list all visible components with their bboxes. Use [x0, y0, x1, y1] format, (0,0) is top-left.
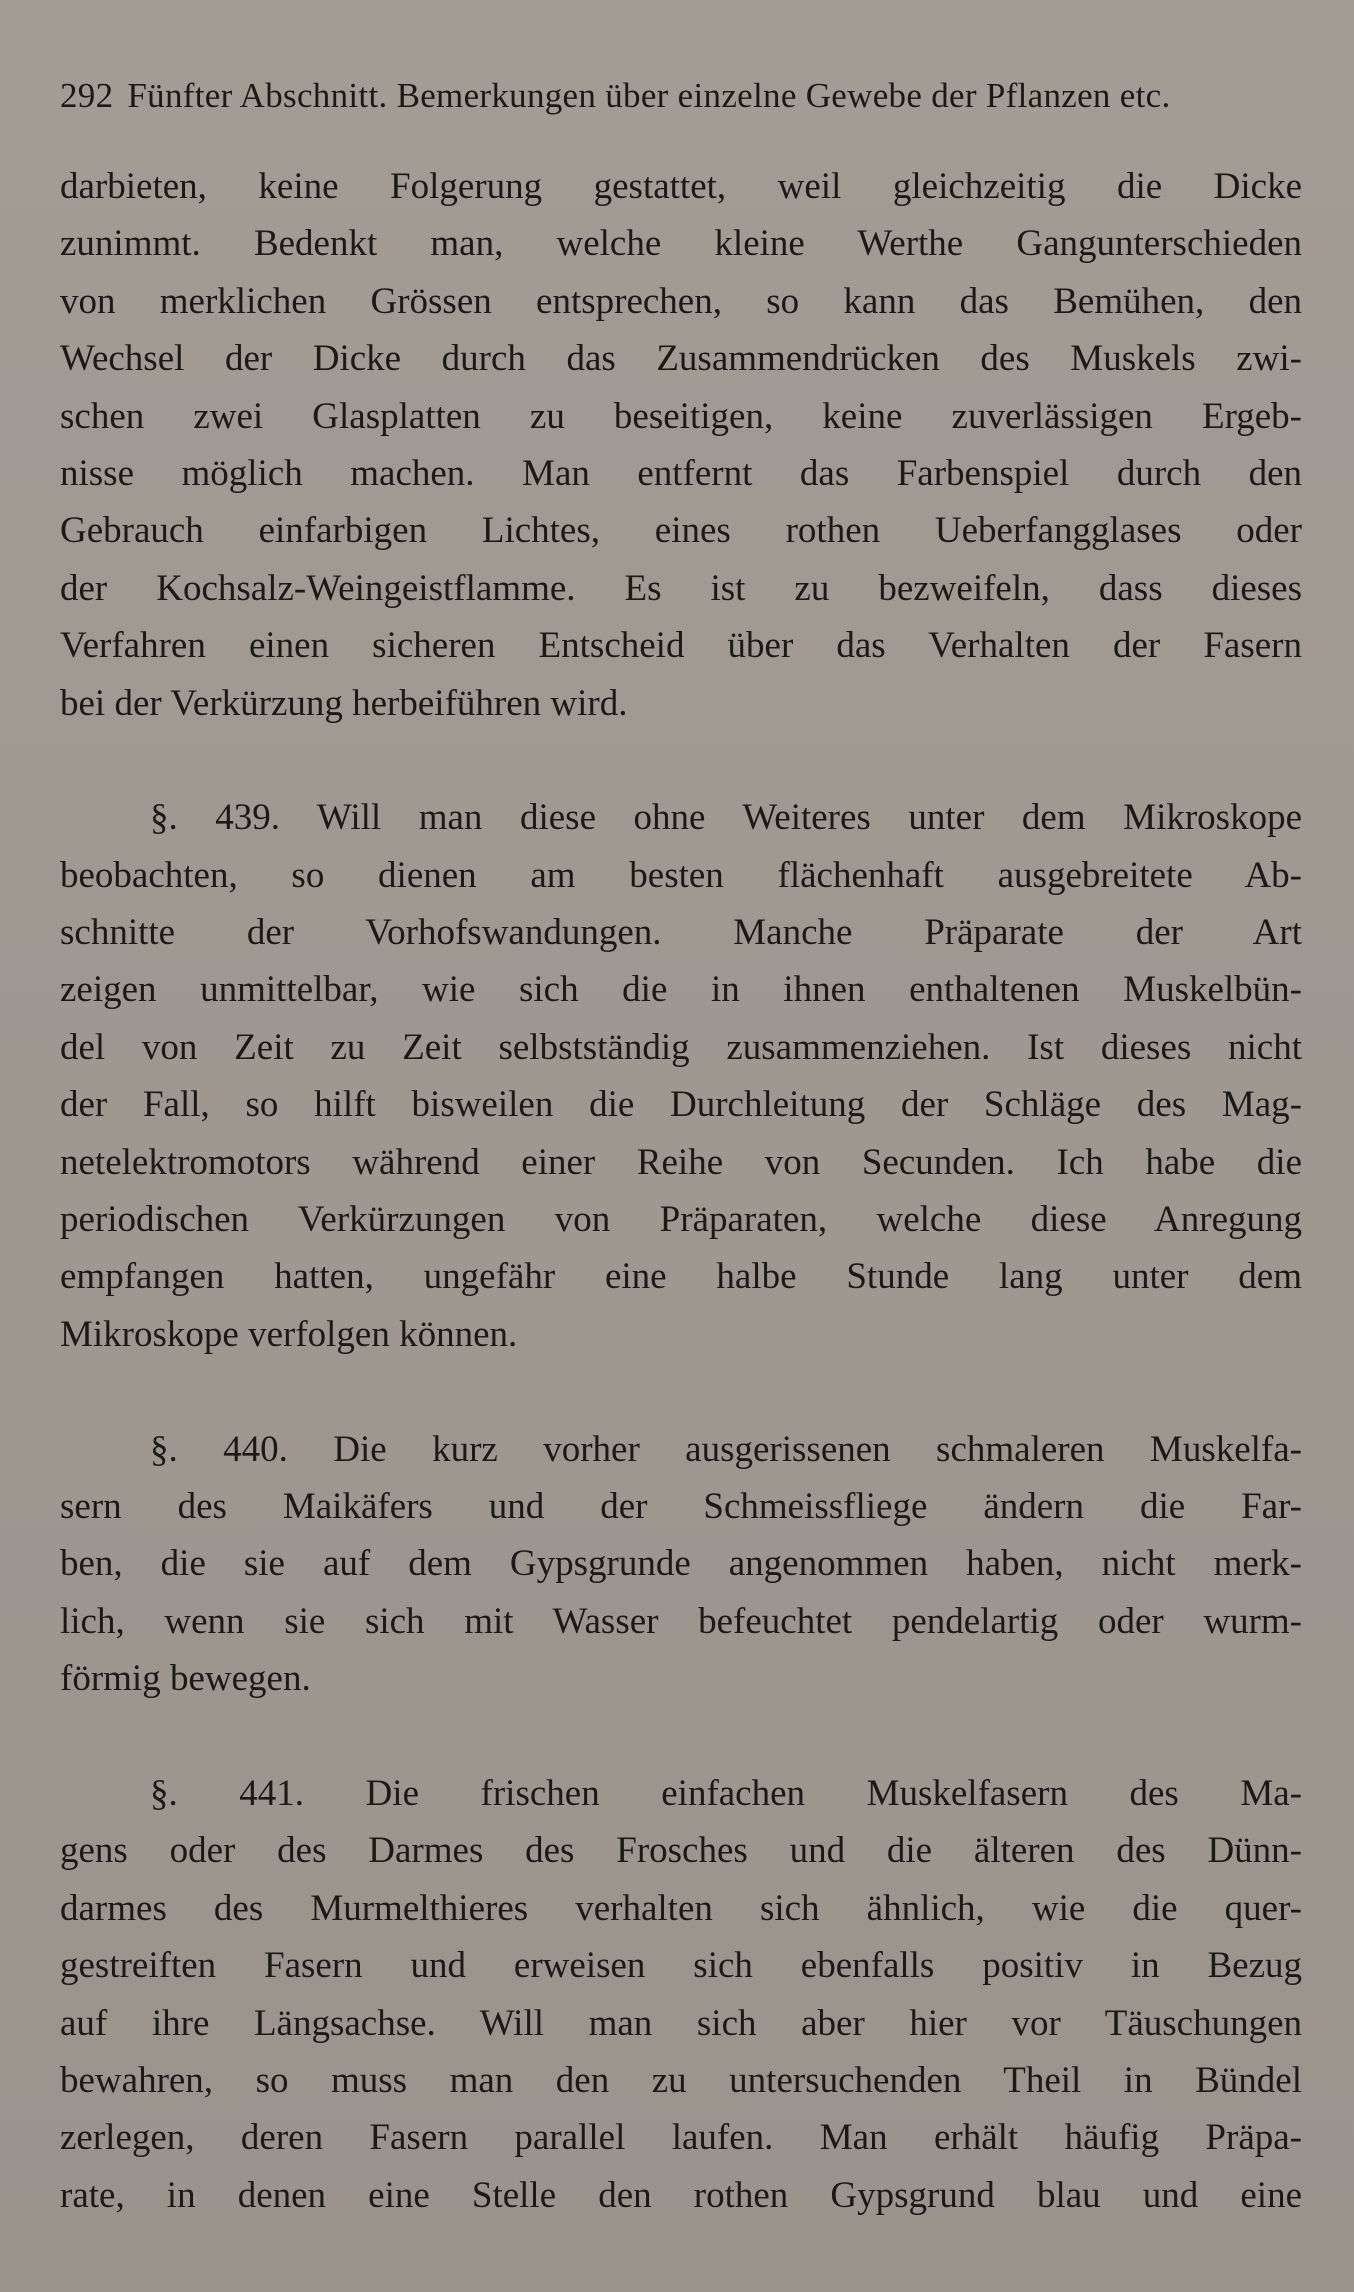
text-line: Mikroskope verfolgen können. — [60, 1313, 518, 1355]
text-line: ben, die sie auf dem Gypsgrunde angenommen haben, nicht merk- — [60, 1543, 1302, 1585]
text-line: gens oder des Darmes des Frosches und die älteren des Dünn- — [60, 1830, 1302, 1872]
text-line: zerlegen, deren Fasern parallel laufen. Man erhält häufig Präpa- — [60, 2117, 1302, 2159]
text-line: beobachten, so dienen am besten flächenhaft ausgebreitete Ab- — [60, 854, 1302, 896]
text-line: §. 439. Will man diese ohne Weiteres unter dem Mikroskope — [150, 797, 1302, 839]
text-line: §. 440. Die kurz vorher ausgerissenen schmaleren Muskelfa- — [150, 1428, 1302, 1470]
page-number: 292 — [60, 76, 114, 115]
text-line: schen zwei Glasplatten zu beseitigen, keine zuverlässigen Ergeb- — [60, 395, 1302, 437]
text-line: von merklichen Grössen entsprechen, so kann das Bemühen, den — [60, 280, 1302, 322]
text-line: schnitte der Vorhofswandungen. Manche Präparate der Art — [60, 912, 1302, 954]
text-line: nisse möglich machen. Man entfernt das Farbenspiel durch den — [60, 452, 1302, 494]
text-line: der Kochsalz-Weingeistflamme. Es ist zu bezweifeln, dass dieses — [60, 567, 1302, 609]
text-line: bei der Verkürzung herbeiführen wird. — [60, 682, 628, 724]
text-line: rate, in denen eine Stelle den rothen Gypsgrund blau und eine — [60, 2174, 1302, 2216]
text-line: empfangen hatten, ungefähr eine halbe Stunde lang unter dem — [60, 1256, 1302, 1298]
body-text — [60, 158, 1302, 2224]
paragraph-440 — [60, 1421, 1302, 1708]
text-line: Verfahren einen sicheren Entscheid über das Verhalten der Fasern — [60, 625, 1302, 667]
text-line: periodischen Verkürzungen von Präparaten, welche diese Anregung — [60, 1199, 1302, 1241]
text-line: zeigen unmittelbar, wie sich die in ihnen enthaltenen Muskelbün- — [60, 969, 1302, 1011]
running-title: Fünfter Abschnitt. Bemerkungen über einzelne Gewebe der Pflanzen etc. — [127, 76, 1171, 115]
paragraph-spacer — [60, 1708, 1302, 1765]
paragraph-spacer — [60, 732, 1302, 789]
paragraph-439 — [60, 789, 1302, 1363]
text-line: förmig bewegen. — [60, 1658, 311, 1700]
text-line: der Fall, so hilft bisweilen die Durchleitung der Schläge des Mag- — [60, 1084, 1302, 1126]
running-header — [60, 72, 1310, 120]
text-line: darmes des Murmelthieres verhalten sich ähnlich, wie die quer- — [60, 1887, 1302, 1929]
text-line: darbieten, keine Folgerung gestattet, weil gleichzeitig die Dicke — [60, 166, 1302, 207]
text-line: Gebrauch einfarbigen Lichtes, eines rothen Ueberfangglases oder — [60, 510, 1302, 552]
paragraph-441 — [60, 1765, 1302, 2224]
text-line: auf ihre Längsachse. Will man sich aber hier vor Täuschungen — [60, 2002, 1302, 2044]
paragraph-continuation — [60, 158, 1302, 732]
text-line: §. 441. Die frischen einfachen Muskelfasern des Ma- — [150, 1772, 1302, 1814]
text-line: del von Zeit zu Zeit selbstständig zusammenziehen. Ist dieses nicht — [60, 1026, 1302, 1068]
text-line: netelektromotors während einer Reihe von Secunden. Ich habe die — [60, 1141, 1302, 1183]
text-line: zunimmt. Bedenkt man, welche kleine Werthe Gangunterschieden — [60, 223, 1302, 265]
text-line: sern des Maikäfers und der Schmeissfliege ändern die Far- — [60, 1485, 1302, 1527]
text-line: Wechsel der Dicke durch das Zusammendrücken des Muskels zwi- — [60, 338, 1302, 380]
text-line: bewahren, so muss man den zu untersuchenden Theil in Bündel — [60, 2059, 1302, 2101]
text-line: lich, wenn sie sich mit Wasser befeuchtet pendelartig oder wurm- — [60, 1600, 1302, 1642]
text-line: gestreiften Fasern und erweisen sich ebenfalls positiv in Bezug — [60, 1945, 1302, 1987]
paragraph-spacer — [60, 1363, 1302, 1420]
